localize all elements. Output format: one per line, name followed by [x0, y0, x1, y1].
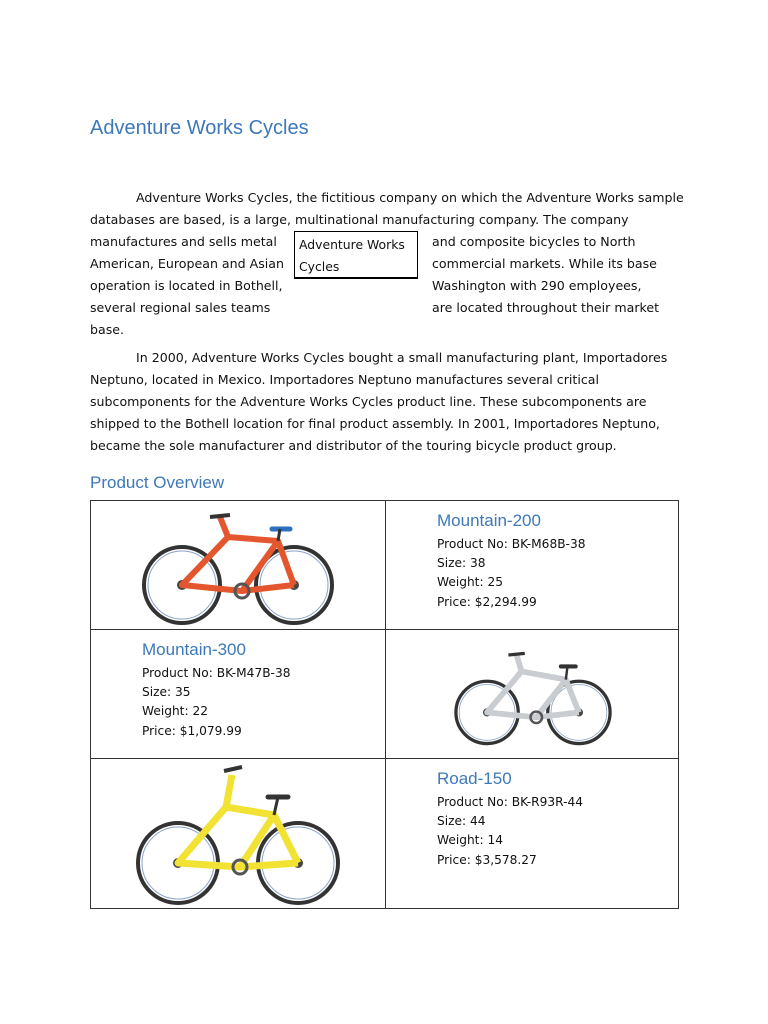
- intro-left-2: American, European and Asian: [90, 256, 284, 271]
- floating-textbox[interactable]: [294, 231, 418, 279]
- intro-right-2: commercial markets. While its base: [432, 256, 657, 271]
- product-name: Road-150: [437, 769, 512, 788]
- product-name: Mountain-300: [142, 640, 246, 659]
- intro-left-1: manufactures and sells metal: [90, 234, 277, 249]
- intro-right-1: and composite bicycles to North: [432, 234, 636, 249]
- intro-left-4: several regional sales teams: [90, 300, 271, 315]
- product-info-cell: [91, 630, 386, 759]
- product-image-cell: [386, 630, 679, 759]
- intro-line-1: Adventure Works Cycles, the fictitious company on which the Adventure Works sample: [136, 190, 684, 205]
- product-number: Product No: BK-M47B-38: [142, 666, 291, 680]
- product-image-cell: [91, 759, 386, 909]
- para2-line-5: became the sole manufacturer and distributor of the touring bicycle product group.: [90, 438, 617, 453]
- product-size: Size: 44: [437, 814, 486, 829]
- product-weight: Weight: 25: [437, 575, 503, 590]
- para2-line-4: shipped to the Bothell location for final product assembly. In 2001, Importadores Neptuno,: [90, 416, 660, 431]
- product-size: Size: 35: [142, 685, 191, 700]
- document-title: Adventure Works Cycles: [90, 117, 309, 139]
- intro-left-3: operation is located in Bothell,: [90, 278, 283, 293]
- product-price: Price: $3,578.27: [437, 852, 537, 867]
- product-price: Price: $1,079.99: [142, 723, 242, 738]
- textbox-line-1: Adventure Works: [299, 237, 405, 252]
- intro-line-last: base.: [90, 322, 125, 337]
- product-image-cell: [91, 501, 386, 630]
- bike-yellow-icon: [91, 759, 385, 909]
- product-row: [91, 501, 679, 630]
- product-weight: Weight: 14: [437, 833, 503, 848]
- product-price: Price: $2,294.99: [437, 594, 537, 609]
- product-row: [91, 630, 679, 759]
- mountain-bike-silver-icon: [386, 630, 680, 759]
- intro-right-3: Washington with 290 employees,: [432, 278, 642, 293]
- para2-line-1: In 2000, Adventure Works Cycles bought a small manufacturing plant, Importadores: [136, 350, 668, 365]
- product-name: Mountain-200: [437, 511, 541, 530]
- product-weight: Weight: 22: [142, 704, 208, 719]
- para2-line-2: Neptuno, located in Mexico. Importadores Neptuno manufactures several critical: [90, 372, 599, 387]
- product-number: Product No: BK-R93R-44: [437, 795, 584, 809]
- textbox-line-2: Cycles: [299, 259, 340, 274]
- intro-line-2: databases are based, is a large, multinational manufacturing company. The company: [90, 212, 629, 227]
- product-number: Product No: BK-M68B-38: [437, 537, 586, 551]
- product-table: [90, 500, 679, 909]
- product-size: Size: 38: [437, 556, 486, 571]
- section-title: Product Overview: [90, 473, 225, 492]
- product-row: [91, 759, 679, 909]
- mountain-bike-red-icon: [91, 501, 385, 630]
- product-info-cell: [386, 759, 679, 909]
- para2-line-3: subcomponents for the Adventure Works Cycles product line. These subcomponents are: [90, 394, 647, 409]
- product-info-cell: [386, 501, 679, 630]
- intro-right-4: are located throughout their market: [432, 300, 660, 315]
